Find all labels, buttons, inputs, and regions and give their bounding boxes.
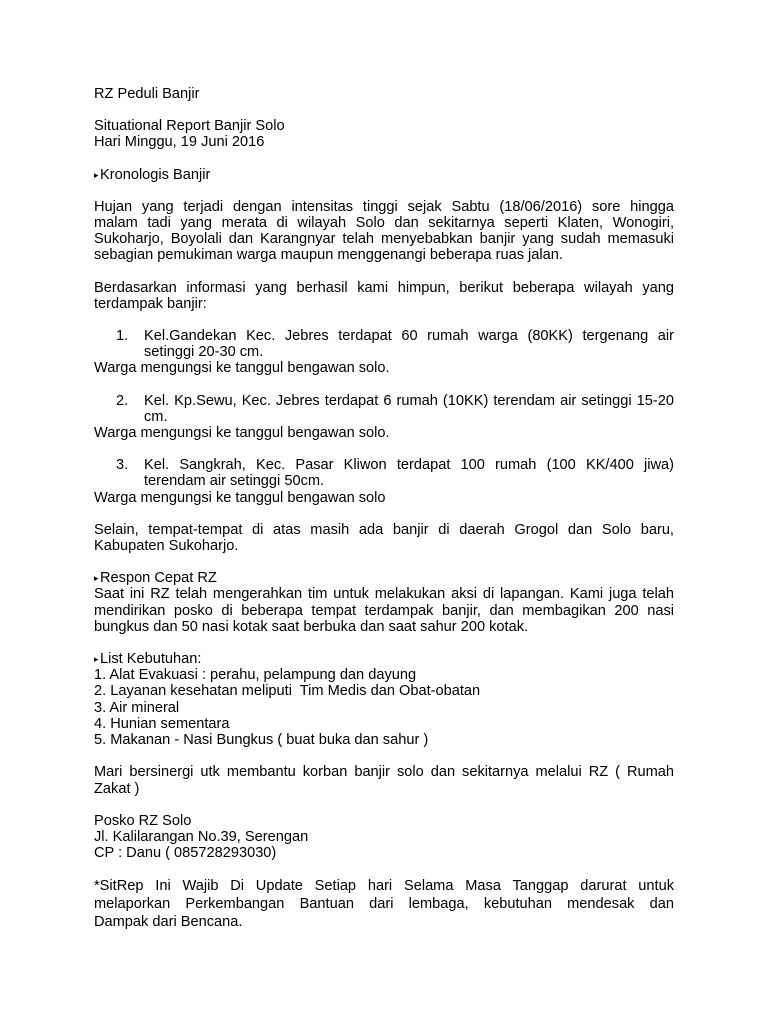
other-areas-paragraph <box>94 522 674 554</box>
area-note: Warga mengungsi ke tanggul bengawan solo <box>94 489 386 506</box>
spacer <box>94 797 674 813</box>
area-line: Kel. Kp.Sewu, Kec. Jebres terdapat 6 rumah (10KK) terendam air setinggi 15-20 <box>144 392 674 409</box>
spacer <box>94 312 674 328</box>
closing-line: *SitRep Ini Wajib Di Update Setiap hari Selama Masa Tanggap darurat untuk <box>94 878 674 895</box>
kebutuhan-heading-text: List Kebutuhan: <box>100 651 202 668</box>
spacer <box>94 102 674 118</box>
area-line: Kel.Gandekan Kec. Jebres terdapat 60 rumah warga (80KK) tergenang air <box>144 328 674 345</box>
paragraph-line: Kabupaten Sukoharjo. <box>94 538 239 555</box>
spacer <box>94 748 674 764</box>
area-item <box>94 457 674 489</box>
spacer <box>94 506 674 522</box>
spacer <box>94 861 674 877</box>
spacer <box>94 635 674 651</box>
closing-line: Dampak dari Bencana. <box>94 914 243 931</box>
paragraph-line: Hujan yang terjadi dengan intensitas tinggi sejak Sabtu (18/06/2016) sore hingga <box>94 198 674 215</box>
kronologis-heading-text: Kronologis Banjir <box>100 166 211 183</box>
paragraph-line: terdampak banjir: <box>94 295 207 312</box>
report-date: Hari Minggu, 19 Juni 2016 <box>94 134 265 151</box>
area-text <box>144 328 674 360</box>
area-note: Warga mengungsi ke tanggul bengawan solo. <box>94 425 390 442</box>
area-line: terendam air setinggi 50cm. <box>144 473 325 490</box>
kebutuhan-item: 2. Layanan kesehatan meliputi Tim Medis dan Obat-obatan <box>94 683 481 700</box>
kronologis-heading <box>94 167 674 183</box>
paragraph-line: Mari bersinergi utk membantu korban banjir solo dan sekitarnya melalui RZ ( Rumah <box>94 764 674 781</box>
respon-heading <box>94 570 674 586</box>
area-note: Warga mengungsi ke tanggul bengawan solo. <box>94 360 390 377</box>
area-text <box>144 393 674 425</box>
area-text <box>144 457 674 489</box>
area-line: Kel. Sangkrah, Kec. Pasar Kliwon terdapat 100 rumah (100 KK/400 jiwa) <box>144 457 674 474</box>
areas-intro <box>94 280 674 312</box>
posko-name: Posko RZ Solo <box>94 812 192 829</box>
area-number: 2. <box>116 392 129 409</box>
paragraph-line: Sukoharjo, Boyolali dan Karangnyar telah menyebabkan banjir yang sudah memasuki <box>94 231 674 248</box>
area-number: 1. <box>116 328 129 345</box>
spacer <box>94 377 674 393</box>
closing-line: melaporkan Perkembangan Bantuan dari lembaga, kebutuhan mendesak dan <box>94 896 674 913</box>
respon-heading-text: Respon Cepat RZ <box>100 570 217 587</box>
posko-address: Jl. Kalilarangan No.39, Serengan <box>94 828 309 845</box>
kebutuhan-item: 1. Alat Evakuasi : perahu, pelampung dan dayung <box>94 667 417 684</box>
kebutuhan-heading <box>94 651 674 667</box>
area-line: cm. <box>144 408 168 425</box>
area-number: 3. <box>116 457 129 474</box>
ajakan-paragraph <box>94 764 674 796</box>
spacer <box>94 554 674 570</box>
spacer <box>94 441 674 457</box>
bullet-arrow-icon: ▸ <box>94 654 99 665</box>
kebutuhan-item: 5. Makanan - Nasi Bungkus ( buat buka dan sahur ) <box>94 732 429 749</box>
area-line: setinggi 20-30 cm. <box>144 344 264 361</box>
paragraph-line: bungkus dan 50 nasi kotak saat berbuka dan saat sahur 200 kotak. <box>94 618 529 635</box>
bullet-arrow-icon: ▸ <box>94 169 99 180</box>
paragraph-line: Selain, tempat-tempat di atas masih ada banjir di daerah Grogol dan Solo baru, <box>94 521 674 538</box>
closing-note <box>94 877 674 931</box>
document-page <box>94 86 674 931</box>
area-item <box>94 328 674 360</box>
area-item <box>94 393 674 425</box>
report-title: Situational Report Banjir Solo <box>94 118 285 135</box>
spacer <box>94 264 674 280</box>
bullet-arrow-icon: ▸ <box>94 573 99 584</box>
posko-contact: CP : Danu ( 085728293030) <box>94 845 277 862</box>
org-title: RZ Peduli Banjir <box>94 86 200 102</box>
paragraph-line: malam tadi yang merata di wilayah Solo dan sekitarnya seperti Klaten, Wonogiri, <box>94 215 674 232</box>
respon-paragraph <box>94 586 674 635</box>
paragraph-line: Zakat ) <box>94 780 140 797</box>
spacer <box>94 183 674 199</box>
paragraph-line: Berdasarkan informasi yang berhasil kami himpun, berikut beberapa wilayah yang <box>94 279 674 296</box>
paragraph-line: mendirikan posko di beberapa tempat terdampak banjir, dan membagikan 200 nasi <box>94 602 674 619</box>
kebutuhan-item: 4. Hunian sementara <box>94 715 230 732</box>
spacer <box>94 151 674 167</box>
paragraph-line: sebagian pemukiman warga maupun menggenangi beberapa ruas jalan. <box>94 247 563 264</box>
kebutuhan-item: 3. Air mineral <box>94 699 180 716</box>
kronologis-paragraph <box>94 199 674 264</box>
paragraph-line: Saat ini RZ telah mengerahkan tim untuk melakukan aksi di lapangan. Kami juga telah <box>94 586 674 603</box>
